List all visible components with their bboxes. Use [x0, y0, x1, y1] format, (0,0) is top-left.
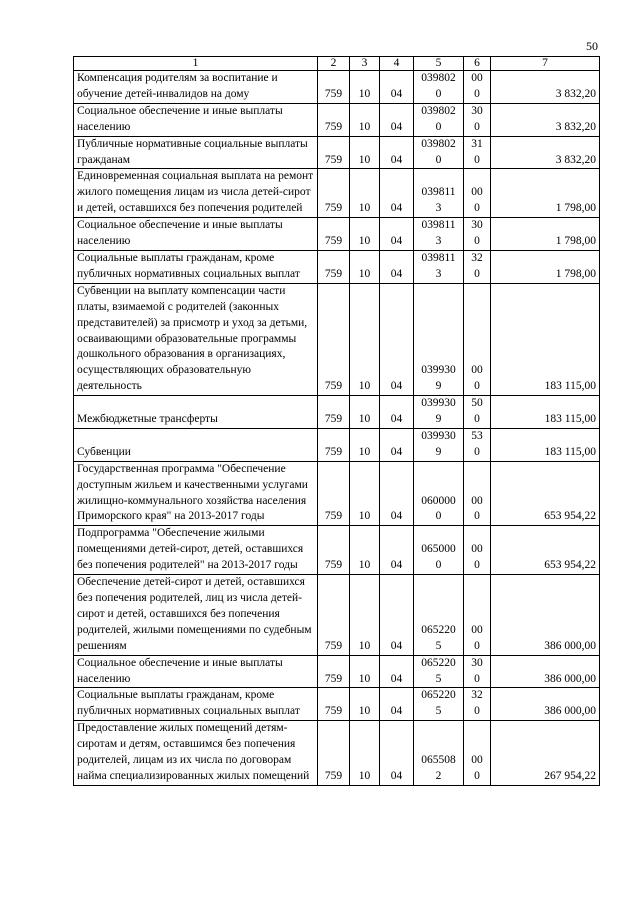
target-article-cell: 039802 0: [414, 136, 464, 169]
amount-cell: 3 832,20: [491, 71, 600, 104]
subsection-code-cell: 04: [380, 688, 414, 721]
amount-cell: 653 954,22: [491, 461, 600, 526]
section-code-cell: 10: [350, 169, 380, 218]
item-name-cell: Межбюджетные трансферты: [74, 396, 318, 429]
subsection-code-cell: 04: [380, 71, 414, 104]
amount-cell: 386 000,00: [491, 575, 600, 656]
ministry-code-cell: 759: [318, 218, 350, 251]
table-row: [74, 575, 600, 656]
target-article-cell: 039811 3: [414, 218, 464, 251]
amount-cell: 1 798,00: [491, 218, 600, 251]
header-cell: 3: [350, 57, 380, 71]
item-name-cell: Субвенции: [74, 428, 318, 461]
expense-type-cell: 00 0: [464, 721, 491, 786]
subsection-code-cell: 04: [380, 169, 414, 218]
header-cell: 7: [491, 57, 600, 71]
section-code-cell: 10: [350, 136, 380, 169]
target-article-cell: 039802 0: [414, 103, 464, 136]
section-code-cell: 10: [350, 71, 380, 104]
table-row: [74, 721, 600, 786]
ministry-code-cell: 759: [318, 169, 350, 218]
target-article-cell: 065508 2: [414, 721, 464, 786]
expense-type-cell: 00 0: [464, 461, 491, 526]
table-row: [74, 655, 600, 688]
amount-cell: 653 954,22: [491, 526, 600, 575]
table-row: [74, 428, 600, 461]
section-code-cell: 10: [350, 283, 380, 395]
target-article-cell: 065220 5: [414, 655, 464, 688]
section-code-cell: 10: [350, 250, 380, 283]
target-article-cell: 065220 5: [414, 575, 464, 656]
page-number: 50: [586, 39, 598, 53]
header-cell: 2: [318, 57, 350, 71]
section-code-cell: 10: [350, 103, 380, 136]
subsection-code-cell: 04: [380, 250, 414, 283]
target-article-cell: 060000 0: [414, 461, 464, 526]
subsection-code-cell: 04: [380, 396, 414, 429]
ministry-code-cell: 759: [318, 575, 350, 656]
ministry-code-cell: 759: [318, 688, 350, 721]
item-name-cell: Единовременная социальная выплата на ремонт жилого помещения лицам из числа детей-сирот и детей, оставшихся без попечения родителей: [74, 169, 318, 218]
expense-type-cell: 00 0: [464, 169, 491, 218]
subsection-code-cell: 04: [380, 461, 414, 526]
ministry-code-cell: 759: [318, 461, 350, 526]
item-name-cell: Социальное обеспечение и иные выплаты населению: [74, 655, 318, 688]
amount-cell: 3 832,20: [491, 103, 600, 136]
target-article-cell: 065220 5: [414, 688, 464, 721]
table-row: [74, 526, 600, 575]
ministry-code-cell: 759: [318, 136, 350, 169]
section-code-cell: 10: [350, 428, 380, 461]
expense-type-cell: 00 0: [464, 283, 491, 395]
ministry-code-cell: 759: [318, 71, 350, 104]
target-article-cell: 039930 9: [414, 283, 464, 395]
expense-type-cell: 31 0: [464, 136, 491, 169]
ministry-code-cell: 759: [318, 721, 350, 786]
target-article-cell: 039811 3: [414, 250, 464, 283]
table-row: [74, 136, 600, 169]
expense-type-cell: 50 0: [464, 396, 491, 429]
amount-cell: 1 798,00: [491, 169, 600, 218]
expense-type-cell: 00 0: [464, 526, 491, 575]
item-name-cell: Публичные нормативные социальные выплаты гражданам: [74, 136, 318, 169]
item-name-cell: Социальное обеспечение и иные выплаты населению: [74, 218, 318, 251]
section-code-cell: 10: [350, 218, 380, 251]
subsection-code-cell: 04: [380, 721, 414, 786]
expense-type-cell: 30 0: [464, 218, 491, 251]
ministry-code-cell: 759: [318, 396, 350, 429]
subsection-code-cell: 04: [380, 575, 414, 656]
ministry-code-cell: 759: [318, 103, 350, 136]
ministry-code-cell: 759: [318, 655, 350, 688]
item-name-cell: Социальные выплаты гражданам, кроме публичных нормативных социальных выплат: [74, 688, 318, 721]
table-header-row: [74, 57, 600, 71]
subsection-code-cell: 04: [380, 283, 414, 395]
table-row: [74, 461, 600, 526]
section-code-cell: 10: [350, 655, 380, 688]
subsection-code-cell: 04: [380, 103, 414, 136]
ministry-code-cell: 759: [318, 250, 350, 283]
item-name-cell: Подпрограмма "Обеспечение жилыми помещениями детей-сирот, детей, оставшихся без попечения родителей" на 2013-2017 годы: [74, 526, 318, 575]
item-name-cell: Предоставление жилых помещений детям-сиротам и детям, оставшимся без попечения родителей, лицам из их числа по договорам найма специализированных жилых помещений: [74, 721, 318, 786]
table-row: [74, 396, 600, 429]
section-code-cell: 10: [350, 688, 380, 721]
header-cell: 4: [380, 57, 414, 71]
target-article-cell: 039811 3: [414, 169, 464, 218]
budget-table: [73, 56, 600, 786]
header-cell: 1: [74, 57, 318, 71]
amount-cell: 183 115,00: [491, 283, 600, 395]
item-name-cell: Социальные выплаты гражданам, кроме публичных нормативных социальных выплат: [74, 250, 318, 283]
header-cell: 5: [414, 57, 464, 71]
subsection-code-cell: 04: [380, 218, 414, 251]
amount-cell: 183 115,00: [491, 428, 600, 461]
target-article-cell: 039802 0: [414, 71, 464, 104]
expense-type-cell: 30 0: [464, 655, 491, 688]
expense-type-cell: 32 0: [464, 688, 491, 721]
target-article-cell: 039930 9: [414, 396, 464, 429]
table-row: [74, 169, 600, 218]
amount-cell: 3 832,20: [491, 136, 600, 169]
target-article-cell: 065000 0: [414, 526, 464, 575]
subsection-code-cell: 04: [380, 655, 414, 688]
item-name-cell: Обеспечение детей-сирот и детей, оставшихся без попечения родителей, лиц из числа детей-сирот и детей, оставшихся без попечения родителей, жилыми помещениями по судебным решениям: [74, 575, 318, 656]
target-article-cell: 039930 9: [414, 428, 464, 461]
table-row: [74, 250, 600, 283]
expense-type-cell: 32 0: [464, 250, 491, 283]
section-code-cell: 10: [350, 575, 380, 656]
table-row: [74, 218, 600, 251]
amount-cell: 1 798,00: [491, 250, 600, 283]
table-row: [74, 71, 600, 104]
expense-type-cell: 00 0: [464, 575, 491, 656]
amount-cell: 183 115,00: [491, 396, 600, 429]
section-code-cell: 10: [350, 461, 380, 526]
table-row: [74, 103, 600, 136]
ministry-code-cell: 759: [318, 428, 350, 461]
subsection-code-cell: 04: [380, 428, 414, 461]
section-code-cell: 10: [350, 721, 380, 786]
expense-type-cell: 53 0: [464, 428, 491, 461]
item-name-cell: Государственная программа "Обеспечение доступным жильем и качественными услугами жилищно-коммунального хозяйства населения Приморского края" на 2013-2017 годы: [74, 461, 318, 526]
section-code-cell: 10: [350, 526, 380, 575]
table-row: [74, 283, 600, 395]
item-name-cell: Социальное обеспечение и иные выплаты населению: [74, 103, 318, 136]
amount-cell: 267 954,22: [491, 721, 600, 786]
table-row: [74, 688, 600, 721]
item-name-cell: Компенсация родителям за воспитание и обучение детей-инвалидов на дому: [74, 71, 318, 104]
ministry-code-cell: 759: [318, 526, 350, 575]
expense-type-cell: 00 0: [464, 71, 491, 104]
subsection-code-cell: 04: [380, 526, 414, 575]
header-cell: 6: [464, 57, 491, 71]
ministry-code-cell: 759: [318, 283, 350, 395]
expense-type-cell: 30 0: [464, 103, 491, 136]
item-name-cell: Субвенции на выплату компенсации части платы, взимаемой с родителей (законных представителей) за присмотр и уход за детьми, осваивающими образовательные программы дошкольного образования в организациях, осуществляющих образовательную деятельность: [74, 283, 318, 395]
amount-cell: 386 000,00: [491, 655, 600, 688]
subsection-code-cell: 04: [380, 136, 414, 169]
amount-cell: 386 000,00: [491, 688, 600, 721]
section-code-cell: 10: [350, 396, 380, 429]
